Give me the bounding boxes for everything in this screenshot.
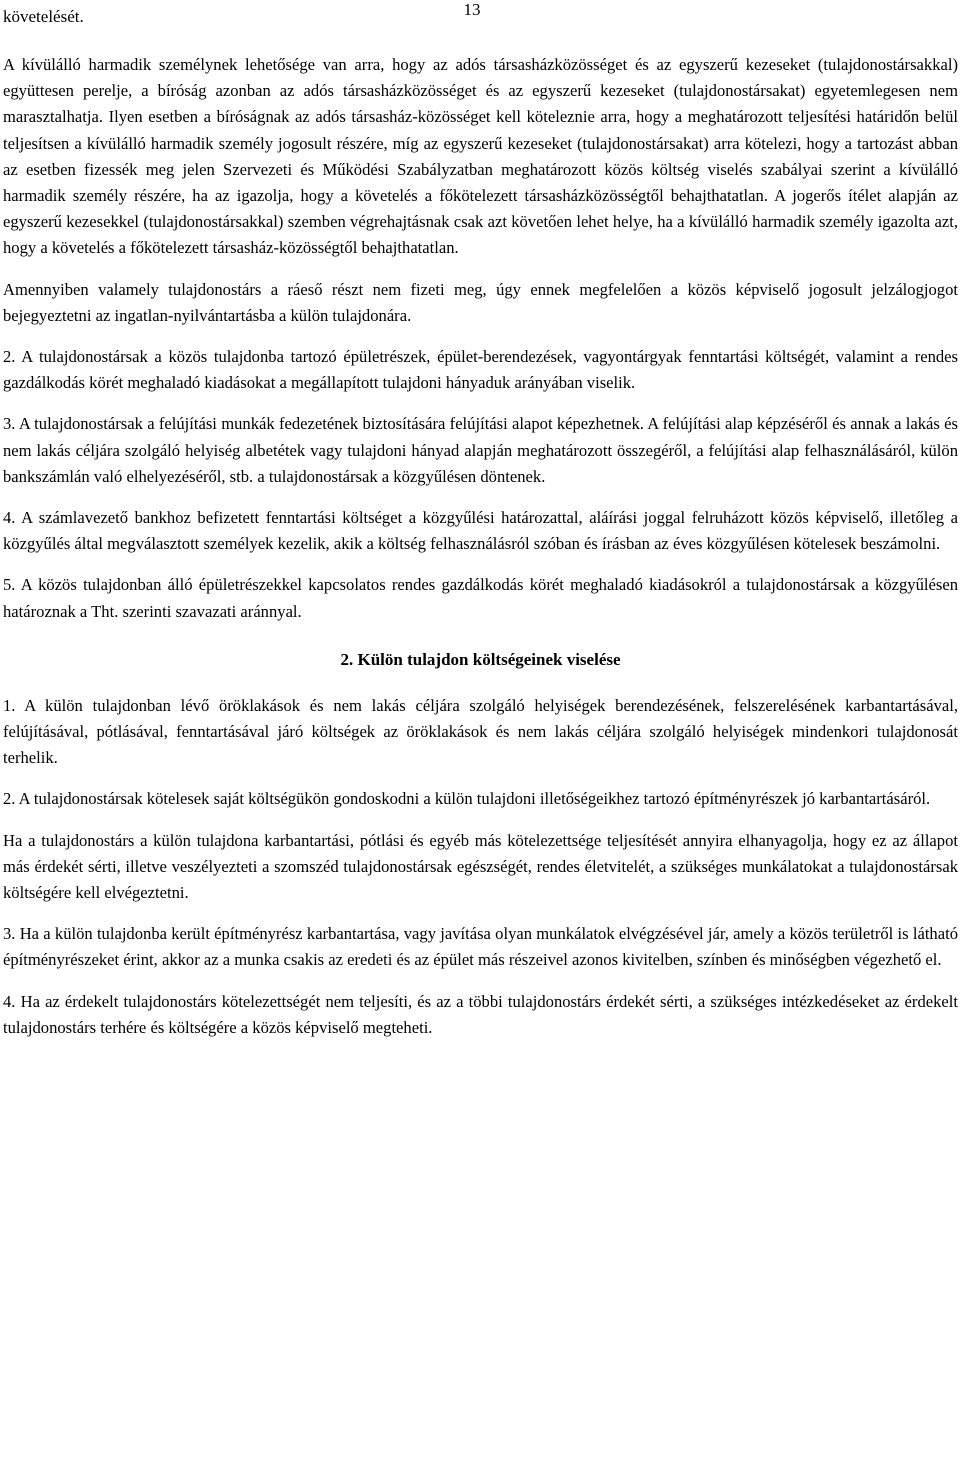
paragraph-maintenance-duty: 2. A tulajdonostársak kötelesek saját költségükön gondoskodni a külön tulajdoni illetőségeikhez tartozó építményrészek jó karbantartásáról.: [3, 789, 931, 809]
paragraph-extraordinary-expenses: 5. A közös tulajdonban álló épületrészekkel kapcsolatos rendes gazdálkodás körét meghaladó kiadásokról a tulajdonostársak a közgyűlésen határoznak a Tht. szerinti szavazati aránnyal.: [3, 575, 958, 621]
paragraph-mortgage-lien: Amennyiben valamely tulajdonostárs a ráeső részt nem fizeti meg, úgy ennek megfelelően a közös képviselő jogosult jelzálogjogot bejegyeztetni az ingatlan-nyilvántartásba a külön tulajdonára.: [3, 279, 958, 325]
section-heading: 2. Külön tulajdon költségeinek viselése: [340, 649, 621, 669]
paragraph-common-costs: 2. A tulajdonostársak a közös tulajdonba tartozó épületrészek, épület-berendezések, vagyontárgyak fenntartási költségét, valamint a rendes gazdálkodás körét meghaladó kiadásokat a megállapított tulajdoni hányaduk arányában viselik.: [3, 347, 958, 393]
document-body: [3, 0, 958, 1056]
paragraph-separate-property-costs: 1. A külön tulajdonban lévő öröklakások és nem lakás céljára szolgáló helyiségek berendezésének, felszerelésének karbantartásával, felújításával, pótlásával, fenntartásával járó költségek az öröklakások és nem lakás céljára szolgáló helyiségek mindenkori tulajdonosát terhelik.: [3, 695, 958, 768]
paragraph-third-party-claims: A kívülálló harmadik személynek lehetősége van arra, hogy az adós társasházközösséget és az egyszerű kezeseket (tulajdonostársakkal) együttesen perelje, a bíróság azonban az adós társasházközösséget és az egyszerű kezeseket (tulajdonostársakat) egyetemlegesen nem marasztalhatja. Ilyen esetben a bíróságnak az adós társasház-közösséget kell köteleznie arra, hogy a meghatározott teljesítési határidőn belül teljesítsen a kívülálló harmadik személy jogosult részére, míg az egyszerű kezeseket (tulajdonostársakat) arra kötelezi, hogy a tartozást abban az esetben fizessék meg jelen Szervezeti és Működési Szabályzatban meghatározott közös költség viselés szabályai szerint a kívülálló harmadik személy részére, ha az igazolja, hogy a követelés a főkötelezett társasházközösségtől behajthatatlan. A jogerős ítélet alapján az egyszerű kezesekkel (tulajdonostársakkal) szemben végrehajtásnak csak azt követően lehet helye, ha a kívülálló harmadik személy igazolta azt, hogy a követelés a főkötelezett társasház-közösségtől behajthatatlan.: [3, 55, 958, 258]
paragraph-neglect: Ha a tulajdonostárs a külön tulajdona karbantartási, pótlási és egyéb más kötelezettsége teljesítését annyira elhanyagolja, hogy ez az állapot más érdekét sérti, illetve veszélyezteti a szomszéd tulajdonostársak egészségét, rendes életvitelét, a szükséges munkálatokat a tulajdonostársak költségére kell elvégeztetni.: [3, 830, 958, 903]
paragraph-bank-account: 4. A számlavezető bankhoz befizetett fenntartási költséget a közgyűlési határozattal, aláírási joggal felruházott közös képviselő, illetőleg a közgyűlés által megválasztott személyek kezelik, akik a költség felhasználásról szóban és írásban az éves közgyűlésen kötelesek beszámolni.: [3, 508, 958, 554]
paragraph-enforcement: 4. Ha az érdekelt tulajdonostárs kötelezettségét nem teljesíti, és az a többi tulajdonostárs érdekét sérti, a szükséges intézkedéseket az érdekelt tulajdonostárs terhére és költségére a közös képviselő megteheti.: [3, 991, 958, 1037]
page-number: 13: [463, 0, 481, 19]
paragraph-renovation-fund: 3. A tulajdonostársak a felújítási munkák fedezetének biztosítására felújítási alapot képezhetnek. A felújítási alap képzéséről és annak a lakás és nem lakás céljára szolgáló helyiség albetétek vagy tulajdoni hányad alapján meghatározott összegéről, a felújítási alap felhasználásáról, külön bankszámlán való elhelyezéséről, stb. a tulajdonostársak a közgyűlésen döntenek.: [3, 414, 958, 486]
paragraph-visible-repairs: 3. Ha a külön tulajdonba került építményrész karbantartása, vagy javítása olyan munkálatok elvégzésével jár, amely a közös területről is látható építményrészeket érint, akkor az a munka csakis az eredeti és az épület más részeivel azonos kivitelben, színben és minőségben végezhető el.: [3, 924, 958, 970]
continuation-line: követelését.: [3, 7, 84, 26]
